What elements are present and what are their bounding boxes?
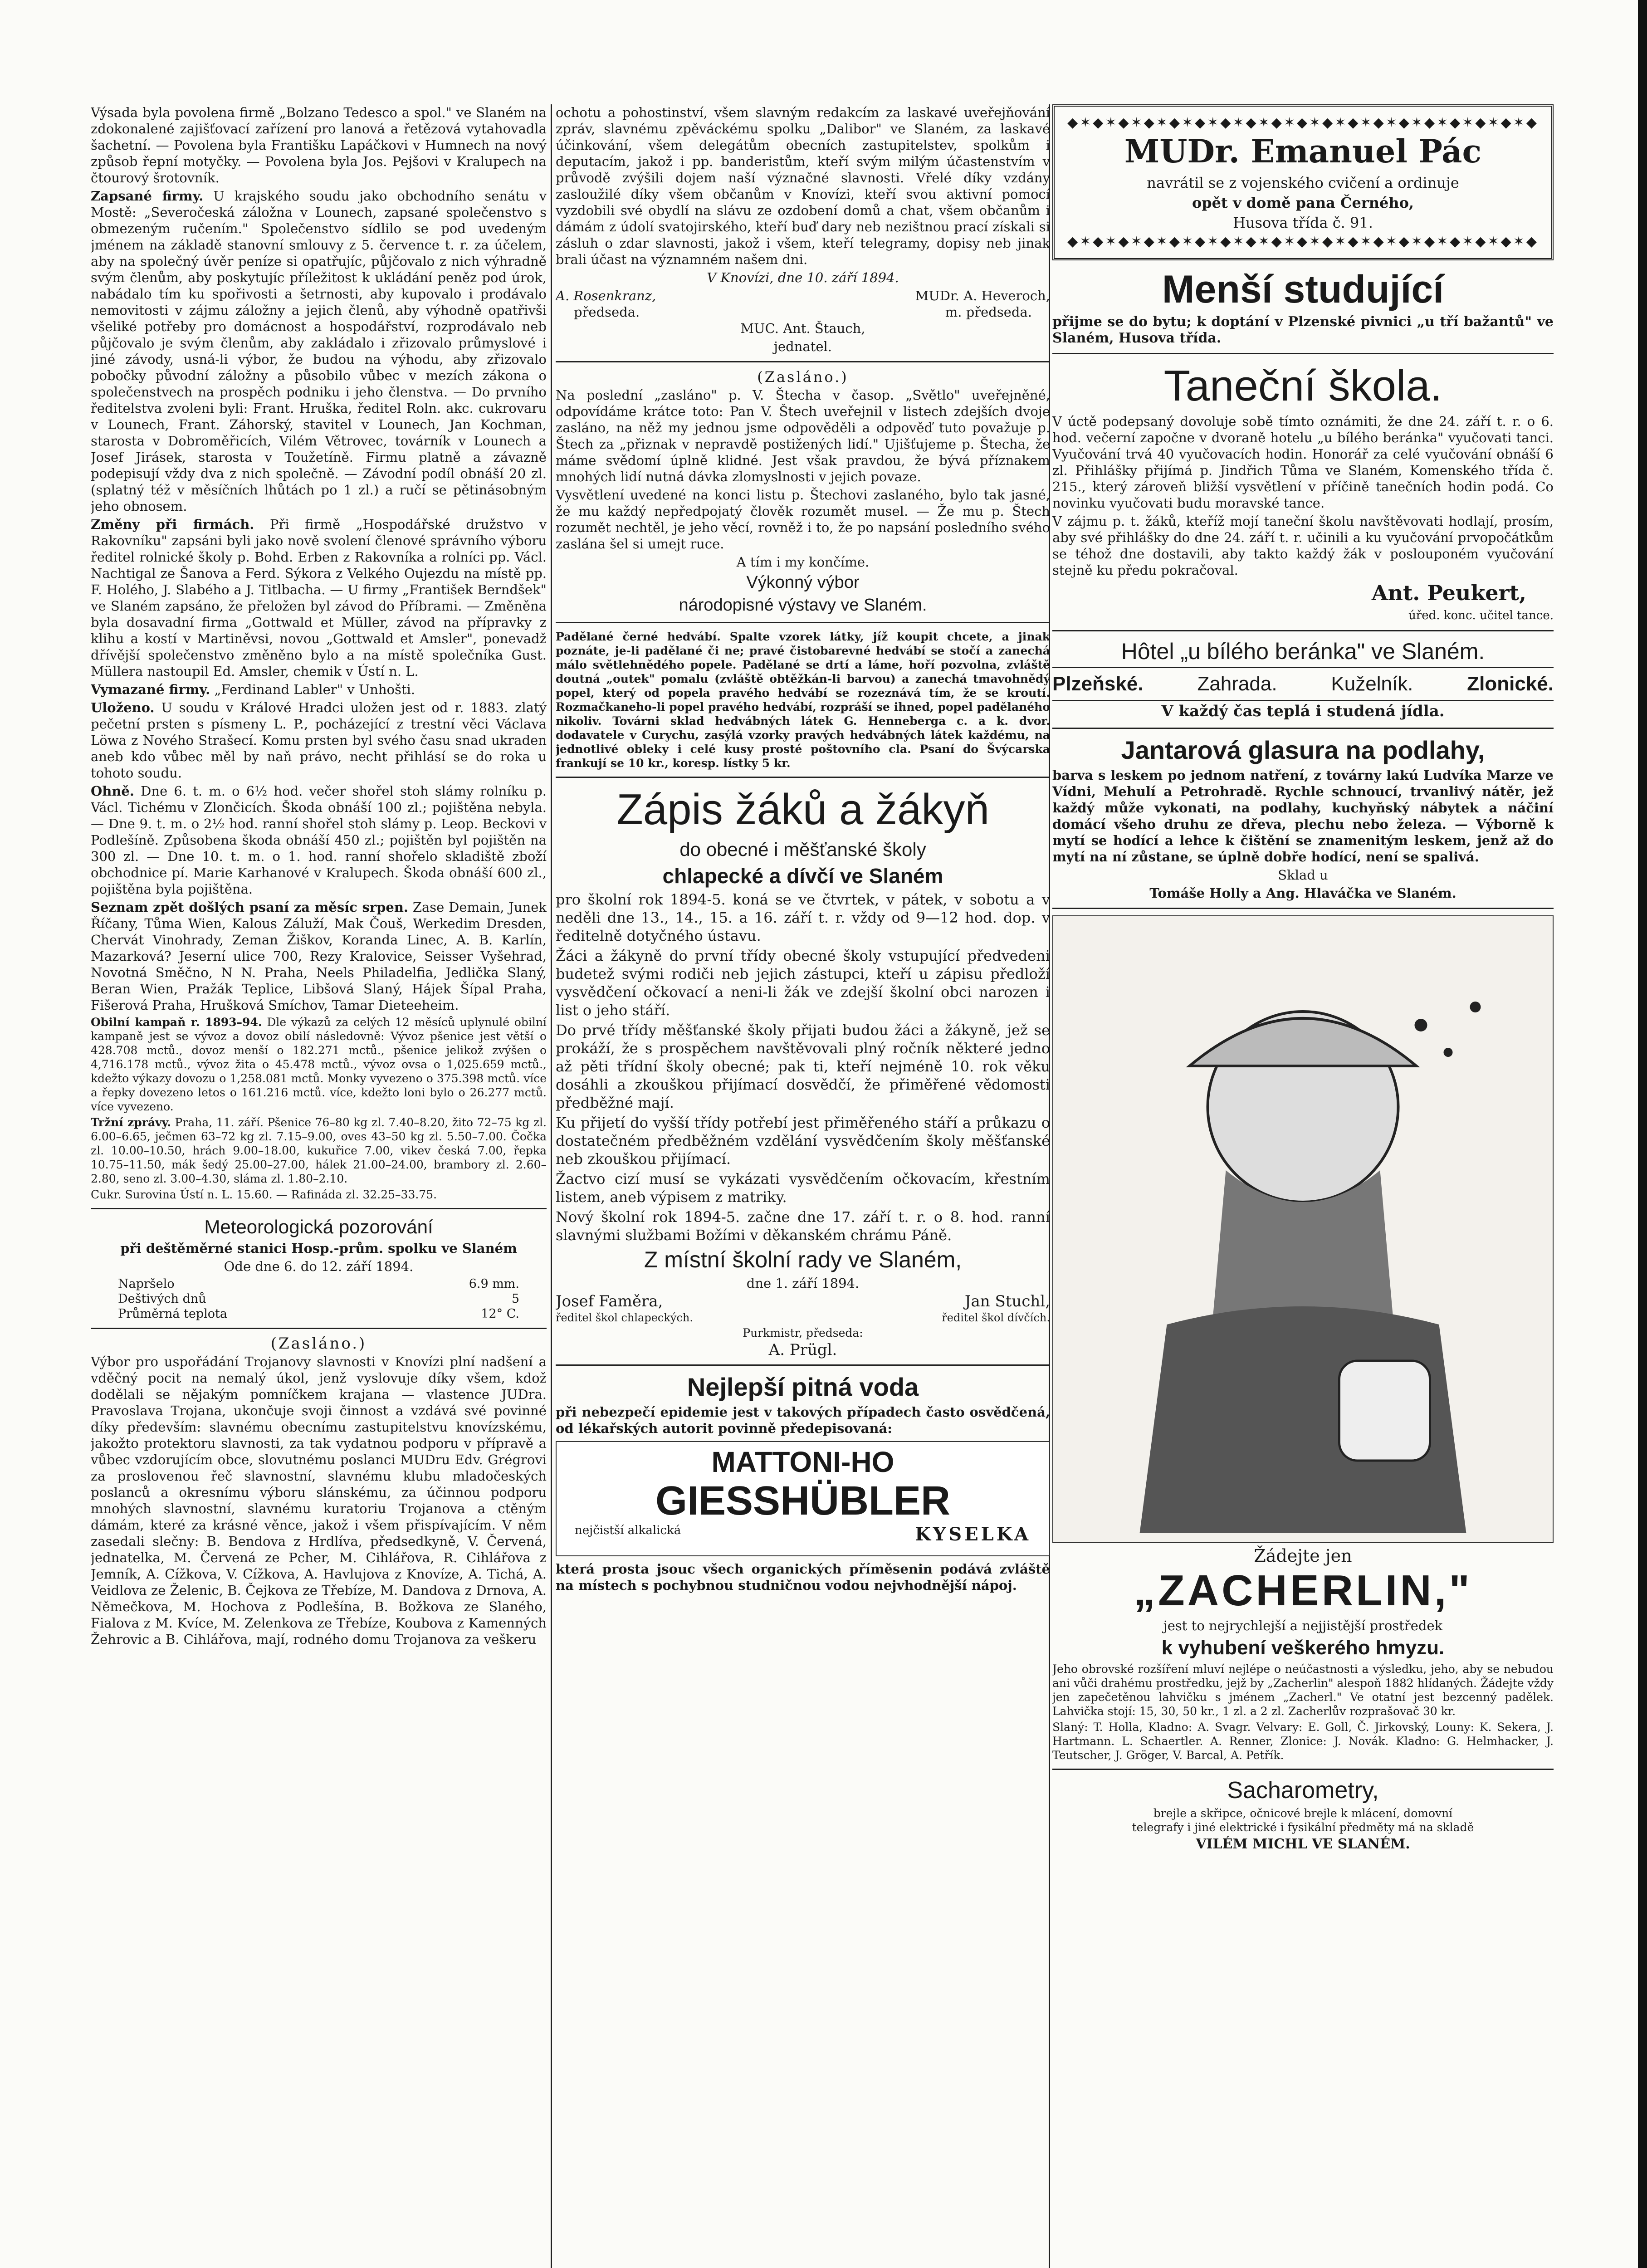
signature: A. Prügl. (768, 1341, 837, 1359)
hotel-feature: Zlonické. (1467, 673, 1554, 695)
logo-text: MATTONI-HO (711, 1446, 894, 1478)
meteo-value: 5 (511, 1292, 519, 1306)
water-headline: Nejlepší pitná voda (687, 1373, 919, 1401)
sacharometry-text: brejle a skřipce, očnicové brejle k mlácení, domovní telegrafy i jiné elektrické i fysikální předměty má na skladě (1132, 1807, 1474, 1834)
logo-text: GIESSHÜBLER (655, 1478, 951, 1524)
meteo-title: Meteorologická pozorování (204, 1216, 433, 1237)
signature-role: předseda. (574, 304, 640, 320)
hotel-features (1052, 667, 1554, 701)
divider (1052, 1769, 1554, 1770)
signature: A. Rosenkranz, (556, 288, 656, 303)
article-text (91, 899, 547, 1013)
article-text (91, 516, 547, 679)
divider (556, 1364, 1050, 1366)
hotel-feature: Kuželník. (1331, 673, 1413, 695)
article-text (91, 188, 547, 514)
signature-role: ředitel škol dívčích. (942, 1311, 1050, 1324)
zaslano-title: (Zasláno.) (270, 1334, 367, 1353)
signature-role: Purkmistr, předseda: (743, 1326, 863, 1339)
meteo-table (91, 1276, 547, 1321)
article-date: V Knovízi, dne 10. září 1894. (707, 270, 899, 285)
student-text: přijme se do bytu; k doptání v Plzenské pivnici „u tří bažantů" ve Slaném, Husova třída. (1052, 314, 1554, 346)
zacherlin-intro: Žádejte jen (1254, 1546, 1352, 1566)
divider (91, 1328, 547, 1329)
article-body: Praha, 11. září. Pšenice 76–80 kg zl. 7.40–8.20, žito 72–75 kg zl. 6.00–6.65, ječmen 63–72 kg zl. 7.15–9.00, oves 43–50 kg zl. 5.50–7.00. Čočka zl. 10.00–10.50, hrách 9.00–18.00, kukuřice 7.00, vikev česká 7.00, řepka 10.75–11.50, mák šedý 25.00–27.00, hálek 21.00–24.00, brambory zl. 2.60–2.80, seno zl. 3.00–4.30, sláma zl. 1.80–2.10. (91, 1116, 547, 1185)
sacharometry-seller: VILÉM MICHL VE SLANÉM. (1196, 1836, 1410, 1852)
article-body: Zase Demain, Junek Říčany, Tůma Wien, Kalous Záluží, Mak Čouš, Werkedim Dresden, Chervát Vinohrady, Zeman Žiškov, Koranda Linec, A. B. Karlín, Mazarková? Jeserní ulice 700, Rezy Kralovice, Seisser Vyšehrad, Novotná Směčno, N N. Praha, Neels Philadelfia, Jedlička Slaný, Beran Wien, Pražák Teplice, Libšová Slaný, Hájek Šípal Praha, Fišerová Praha, Hrušková Smíchov, Tamar Dieteeheim. (91, 899, 547, 1013)
logo-text: KYSELKA (915, 1524, 1031, 1545)
amber-text: barva s leskem po jednom natření, z továrny lakú Ludvíka Marze ve Vídni, Mehulí a Petrohradě. Rychle schnoucí, trvanlivý nátěr, jež každý může vykonati, na podlahy, kuchyňský nábytek a náčiní domácí všeho druhu ze dřeva, plechu nebo železa. — Výborně k mytí se hodící a lehce k čištění se znamenitým leskem, jenž až do mytí na ní zůstane, se úplně dobře hodící, není se spalivá. (1052, 767, 1554, 865)
meteo-row (118, 1291, 519, 1306)
article-body: Dne 6. t. m. o 6½ hod. večer shořel stoh slámy rolníku p. Václ. Tichému v Zlončicích. Škoda obnáší 100 zl.; pojištěna nebyla. — Dne 9. t. m. o 2½ hod. ranní shořel stoh slámy p. Leop. Beckovi v Podlešíně. Způsobena škoda obnáší 450 zl.; pojištěn byl pojištěn na 300 zl. — Dne 10. t. m. o 1. hod. ranní shořelo skladiště zboží obchodnice pí. Marie Karhanové v Kralupech. Škoda obnáší 600 zl., pojištěna byla pojištěna. (91, 783, 547, 897)
meteo-value: 12° C. (481, 1307, 519, 1321)
meteo-label: Průměrná teplota (118, 1307, 227, 1321)
amber-store: Sklad u (1278, 867, 1328, 883)
article-body: Dle výkazů za celých 12 měsíců uplynulé obilní kampaně jest se vývoz a dovoz obilí následovně: Vývoz pšenice jest větší o 428.708 mctů., dovoz menší o 182.271 mctů., pšenice jelikož zvýšen o 4,716.178 mctů., vývoz žita o 45.478 mctů., vývoz ovsa o 1,025.659 mctů., kdežto výkazy dovozu o 1,258.081 mctů. Monky vyvezeno o 375.398 mctů. více a řepky dovezeno letos o 161.216 mctů. více, kdežto loni bylo o 26.277 mctů. více vyvezeno. (91, 1016, 547, 1113)
column-right (1052, 104, 1554, 2268)
meteo-row (118, 1306, 519, 1321)
zacherlin-text: Jeho obrovské rozšíření mluví nejlépe o neúčastnosti a výsledku, jeho, aby se nebudou ani vůči drahému prostředku, jejž by „Zacherlin" alespoň 1882 hlídaných. Žádejte vždy jen zapečetěnou lahvičku s jménem „Zacherl." Ve otatní jest bezcenný padělek. Lahvička stojí: 15, 30, 50 kr., 1 zl. a 2 zl. Zacherlův rozprašovač 30 kr. (1052, 1662, 1554, 1718)
amber-store: Tomáše Holly a Ang. Hlaváčka ve Slaném. (1149, 885, 1456, 901)
school-text: pro školní rok 1894-5. koná se ve čtvrtek, v pátek, v sobotu a v neděli dne 13., 14., 15. a 16. září t. r. vždy od 9—12 hod. dop. v ředitelně dotyčného ústavu. (556, 891, 1050, 944)
doctor-text: navrátil se z vojenského cvičení a ordinuje (1147, 174, 1459, 191)
divider (556, 777, 1050, 778)
student-headline: Menší studující (1162, 268, 1444, 311)
column-rule (551, 104, 552, 2268)
zapis-headline: Zápis žáků a žákyň (616, 785, 989, 834)
divider (1052, 630, 1554, 631)
logo-row (557, 1524, 1049, 1545)
column-left (91, 104, 547, 2268)
committee-title: Výkonný výbor (746, 573, 860, 592)
logo-text: nejčistší alkalická (575, 1524, 681, 1537)
star-border: ◆✶◆✶◆✶◆✶◆✶◆✶◆✶◆✶◆✶◆✶◆✶◆✶◆✶◆✶◆✶◆✶◆✶◆✶◆ (1067, 234, 1539, 249)
mudr-ad (1052, 104, 1554, 260)
heading: Uloženo. (91, 700, 155, 715)
dance-text: V zájmu p. t. žáků, kteříž mojí taneční školu navštěvovati hodlají, prosím, aby své přihlášky do dne 24. září t. r. učinili a ku vyučování prvopočátkům se téhož dne dostavili, aby takto každý žák v poslouponém vyučování stejně ku předu pokračoval. (1052, 513, 1554, 578)
heading: Zapsané firmy. (91, 188, 204, 204)
heading: Změny při firmách. (91, 517, 254, 532)
divider (556, 361, 1050, 362)
article-text: Vysvětlení uvedené na konci listu p. Štechovi zaslaného, bylo tak jasné, že mu každý nepředpojatý člověk rozumět musel. — Že mu p. Štech rozumět nechtěl, je jeho věcí, rovněž i to, že po napsání posledního svého zaslána šel si umejt ruce. (556, 487, 1050, 552)
article-text: A tím i my končíme. (736, 554, 870, 570)
article-text: Výsada byla povolena firmě „Bolzano Tedesco a spol." ve Slaném na zdokonalené zajišťovací zařízení pro lanová a řetězová vytahovadla šachetní. — Povolena byla Františku Lapáčkovi v Humnech na nový způsob řepní motyčky. — Povolena byla Jos. Pejšovi v Kralupech na čtourový šrotovník. (91, 105, 547, 186)
zacherlin-text: jest to nejrychlejší a nejjistější prostředek (1163, 1618, 1443, 1633)
dance-headline: Taneční škola. (1163, 362, 1442, 410)
meteo-label: Napršelo (118, 1277, 175, 1291)
star-border: ◆✶◆✶◆✶◆✶◆✶◆✶◆✶◆✶◆✶◆✶◆✶◆✶◆✶◆✶◆✶◆✶◆✶◆✶◆ (1067, 115, 1539, 131)
dance-signature-role: úřed. konc. učitel tance. (1408, 609, 1554, 622)
signature: Josef Faměra, (556, 1292, 663, 1310)
signature-role: jednatel. (774, 339, 832, 354)
school-board-date: dne 1. září 1894. (746, 1276, 860, 1291)
article-text: Výbor pro uspořádání Trojanovy slavnosti v Knovízi plní nadšení a vděčný pocit na nemalý úkol, jenž vyslovuje díky všem, kdož dodělali se nějakým pomníčkem krajana — vlastence JUDra. Pravoslava Trojana, ukončuje svoji činnost a vzdává své povinné díky především: slavnému obecnímu zastupitelstvu knovízskému, jakožto protektoru slavnosti, za tak vydatnou podporu v přípravě a vůbec vzdorujícím obce, slovutnému poslanci MUDru Edv. Grégrovi za proslovenou řeč slavnostní, slavnému klubu mladočeských poslanců a okresnímu výboru slánskému, za účinnou podporu mnohých slavnostní, slavnému kuratoriu Trojanova a ctěným dámám, které za krásné věnce, jakož i všem přispívajícím. V něm zasedali slečny: B. Bendova z Hrdlíva, předsedkyně, V. Červená, jednatelka, M. Červená ze Pcher, M. Cihlářova, R. Cihlářova z Jemník, A. Cížkova, V. Cížkova, A. Havlujova z Knovíze, A. Tichá, A. Veidlova ze Želenic, B. Čejkova ze Třebíze, M. Dandova z Drnova, A. Němečkova, M. Hochova z Podlešína, B. Božkova ze Slaného, Fialova z M. Kvíce, M. Zelenkova ze Třebíze, Koubova z Kamenných Žehrovic a B. Cihlářova, mají, rodného domu Trojanova za veškeru (91, 1354, 547, 1647)
signature: MUDr. A. Heveroch, (915, 288, 1050, 303)
dance-text: V úctě podepsaný dovoluje sobě tímto oznámiti, že dne 24. září t. r. o 6. hod. večerní započne v dvoraně hotelu „u bílého beránka" vyučovati tanci. Vyučování trvá 40 vyučovacích hodin. Honorář za celé vyučování obnáší 6 zl. Přihlášky přijímá p. Jindřich Tůma ve Slaném, Komenského třída č. 215., který zároveň bližší vysvětlení v příčině tanečních hodin podá. Co novinku vyučovati budu moravské tance. (1052, 414, 1554, 511)
school-text: Do prvé třídy měšťanské školy přijati budou žáci a žákyně, jež se prokáží, že s prospěchem navštěvovali plný ročník některé jedno až pěti třídní školy obecné; pak ti, kteří nejméně 10. rok věku dosáhli a zkouškou přijímací dosvědčí, že přiměřené vědomosti předběžné mají. (556, 1022, 1050, 1111)
amber-headline: Jantarová glasura na podlahy, (1121, 736, 1485, 764)
school-subtitle: chlapecké a dívčí ve Slaném (662, 864, 943, 888)
school-text: Žáci a žákyně do první třídy obecné školy vstupující předvedeni budetež svými rodiči neb jejich zástupci, kteří u zápisu předloží vysvědčení očkovací a neni-li žák ve zdejší školní obci narozen i list o jeho stáří. (556, 947, 1050, 1019)
zacherlin-dealers: Slaný: T. Holla, Kladno: A. Svagr. Velvary: E. Goll, Č. Jirkovský, Louny: K. Sekera, J. Hartmann. L. Schaertler. A. Renner, Zlonice: J. Novák. Kladno: G. Helmhacker, J. Teutscher, J. Gröger, V. Barcal, A. Petřík. (1052, 1721, 1554, 1762)
school-text: Ku přijetí do vyšší třídy potřebí jest přiměřeného stáří a průkazu o dostatečném předběžném vzdělání vysvědčením školy měšťanské neb zkouškou přijímací. (556, 1114, 1050, 1168)
sacharometry-ad (1052, 1776, 1554, 1894)
signature-row (556, 288, 1050, 304)
article-text (91, 699, 547, 781)
water-text: která prosta jsouc všech organických příměsenin podává zvláště na místech s pochybnou studničnou vodou nejvhodnější nápoj. (556, 1561, 1050, 1593)
article-body: „Ferdinand Labler" v Unhošti. (214, 682, 415, 697)
doctor-name: MUDr. Emanuel Pác (1124, 132, 1482, 170)
heading: Tržní zprávy. (91, 1116, 171, 1129)
heading: Seznam zpět došlých psaní za měsíc srpen. (91, 899, 409, 915)
hotel-feature: Zahrada. (1197, 673, 1277, 695)
article-text (91, 1015, 547, 1114)
column-middle (556, 104, 1050, 2268)
school-subtitle: do obecné i měšťanské školy (679, 839, 926, 860)
school-board: Z místní školní rady ve Slaném, (644, 1247, 962, 1272)
illustration-figure (1053, 916, 1553, 1542)
school-text: Nový školní rok 1894-5. začne dne 17. září t. r. o 8. hod. ranní slavnými službami Božími v děkanském chrámu Páně. (556, 1208, 1050, 1244)
divider (1052, 908, 1554, 909)
zaslano-title: (Zasláno.) (757, 368, 849, 386)
hotel-feature: Plzeňské. (1052, 673, 1144, 695)
silk-ad: Padělané černé hedvábí. Spalte vzorek látky, jíž koupit chcete, a jinak poznáte, je-li padělané či ne; pravé čistobarevné hedvábí se stočí a zanechá málo světlehnědého popele. Padělané se drtí a láme, hoří pozvolna, zvláště doutná „outek" pomalu (zvláště obtěžkán-li barvou) a zanechá tmavohnědý popel, který od popela pravého hedvábí se rozeznává tím, že se kroutí. Rozmačkaneho-li popel pravého hedvábí, rozpráší se ihned, popel padělaného nikoliv. Továrni sklad hedvábných látek G. Henneberga c. a k. dvor. dodavatele v Curychu, zasýlá vzorky pravých hedvábných látek každému, na jednotlivé oblekу i celé kusy prosté poštovního cla. Psaní do Švýcarska frankují se 10 kr., koresp. lístky 5 kr. (556, 630, 1050, 770)
signature: MUC. Ant. Štauch, (740, 321, 865, 336)
meteo-label: Deštivých dnů (118, 1292, 206, 1306)
doctor-text: Husova třída č. 91. (1233, 214, 1373, 231)
heading: Ohně. (91, 783, 134, 799)
divider (91, 1208, 547, 1209)
article-text (91, 783, 547, 897)
signature-row (556, 1293, 1050, 1310)
divider (556, 622, 1050, 623)
article-text: ochotu a pohostinství, všem slavným redakcím za laskavé uveřejňování zpráv, slavnému zpěváckému spolku „Dalibor" ve Slaném, za laskavé účinkování, všem delegátům obecních zastupitelstev, spolkům i deputacím, jakož i pp. banderistům, kteří svým milým účastenstvím v průvodě zvýšili dojem naší význačné slavnosti. Vřelé díky vzdány zasloužilé díky všem občanům v Knovízi, kteří svou aktivní pomocí vyzdobili své obydlí na slávu ze ozdobení domů a chat, všem občanům i dámám z údolí svatojirského, kteří buď dary neb nezištnou prací získali si zásluh o zdar slavnosti, jakož i všem, kteří telegramy, dopisy neb jinak brali účast na významném našem dni. (556, 105, 1050, 267)
heading: Obilní kampaň r. 1893–94. (91, 1016, 262, 1029)
meteo-value: 6.9 mm. (469, 1277, 519, 1291)
article-body: U soudu v Králové Hradci uložen jest od r. 1883. zlatý pečetní prsten s písmeny L. P., pocházející z trestní věci Václava Löwa z Nového Strašecí. Komu prsten byl svého času snad ukraden aneb kdo vůbec měl by naň právo, necht přihlásí se do roka u tohoto soudu. (91, 700, 547, 781)
page-edge (1638, 0, 1647, 2268)
zacherlin-illustration (1052, 915, 1554, 1543)
article-text (91, 1115, 547, 1186)
article-body: U krajského soudu jako obchodního senátu v Mostě: „Severočeská záložna v Lounech, zapsané společenstvo s obmezeným ručením." Společenstvo sídlilo se pod uvedeným jménem na základě stanovní smlouvy z 5. července t. r. za účelem, aby na společný úvěr peníze si opatřujíc, půjčovalo z nich výhradně svým členům, aby poskytujíc příležitost k ukládání peněz pod úrok, nabádalo tím ku spořivosti a šetrnosti, aby kupovalo i prodávalo nemovitosti v zájmu záložny a jejich členů, aby výhodně opatřivši všeliké potřeby pro domácnost a hospodářství, rozprodávalo neb půjčovalo je svým členům, aby zakládalo i zřizovalo průmyslové i jiné závody, usná-li výbor, že budou na výhodu, aby zřizovalo pobočky původní záložny a působilo vůbec v mezích zákona o společenstvech na prospěch podniku i jeho členstva. — Do prvního ředitelstva zvoleni byli: Frant. Hruška, ředitel Roln. akc. cukrovaru v Lounech, Frant. Záhorský, stavitel v Lounech, Jan Kochman, starosta v Dobroměřicích, Vilém Větrovec, továrník v Lounech a Josef Jirásek, starosta v Toužetíně. Firmu platně a závazně podepisují vždy dva z nich společně. — Závodní podíl obnáší 20 zl. (splatný též v měsíčních lhůtách po 1 zl.) a ručí se pětinásobným jeho obnosem. (91, 188, 547, 514)
signature-row (556, 304, 1050, 320)
meteo-dates: Ode dne 6. do 12. září 1894. (224, 1259, 414, 1274)
signature-role: m. předseda. (945, 304, 1032, 320)
zacherlin-headline: „ZACHERLIN," (1134, 1566, 1472, 1615)
signature: Jan Stuchl, (964, 1292, 1050, 1310)
zacherlin-text: k vyhubení veškerého hmyzu. (1161, 1637, 1445, 1659)
divider (1052, 353, 1554, 354)
article-text: Na poslední „zasláno" p. V. Štecha v časop. „Světlo" uveřejněné, odpovídáme krátce toto: Pan V. Štech uveřejnil v listech zdejších dvoje zasláno, na něž my jednou jsme odpověděli a odpověď tuto považuje p. Štech za „přiznak v nepravdě postižených lidí." Ujišťujeme p. Štecha, že máme svědomí úplně klidné. Jest však pravdou, že bývá příznakem mnohých lidí nutná dávka zlomyslnosti v jejich povaze. (556, 387, 1050, 484)
dance-signature: Ant. Peukert, (1371, 581, 1526, 605)
school-text: Žactvo cizí musí se vykázati vysvědčením očkovacím, křestním listem, aneb výpisem z matriky. (556, 1170, 1050, 1206)
signature-row (556, 1310, 1050, 1326)
article-text (91, 681, 547, 698)
signature-role: ředitel škol chlapeckých. (556, 1311, 693, 1324)
doctor-text: opět v domě pana Černého, (1192, 194, 1414, 211)
meteo-subtitle: při deštěměrné stanici Hosp.-prům. spolku ve Slaném (120, 1241, 517, 1256)
mattoni-logo (556, 1441, 1050, 1556)
hotel-title: Hôtel „u bílého beránka" ve Slaném. (1121, 639, 1485, 664)
heading: Vymazané firmy. (91, 682, 210, 697)
hotel-text: V každý čas teplá i studená jídla. (1161, 702, 1445, 720)
article-text: Cukr. Surovina Ústí n. L. 15.60. — Rafináda zl. 32.25–33.75. (91, 1188, 437, 1201)
divider (1052, 728, 1554, 729)
article-body: Při firmě „Hospodářské družstvo v Rakovníku" zapsáni byli jako nově svolení členové správního výboru ředitel rolnické školy p. Bohd. Erben z Rakovníka a rolníci pp. Václ. Nachtigal ze Šanova a Ferd. Sýkora z Velkého Oujezdu na místě pp. F. Holého, J. Slabého a J. Titlbacha. — U firmy „František Berndšek" ve Slaném zapsáno, že přeložen byl závod do Příbrami. — Změněna byla dosavadní firma „Gottwald et Müller, závod na přípravky z klihu a kostí v Martiněvsi, novou „Gottwald et Amsler", ponevadž dřívější společenstvo změněno bylo a na místě společníka Gust. Müllera nastoupil Ed. Amsler, chemik v Ústí n. L. (91, 517, 547, 679)
sacharometry-headline: Sacharometry, (1227, 1777, 1379, 1804)
meteo-row (118, 1276, 519, 1291)
water-text: při nebezpečí epidemie jest v takových případech často osvědčená, od lékařských autorit povinně předepisovaná: (556, 1404, 1050, 1436)
committee-title: národopisné výstavy ve Slaném. (679, 596, 927, 615)
